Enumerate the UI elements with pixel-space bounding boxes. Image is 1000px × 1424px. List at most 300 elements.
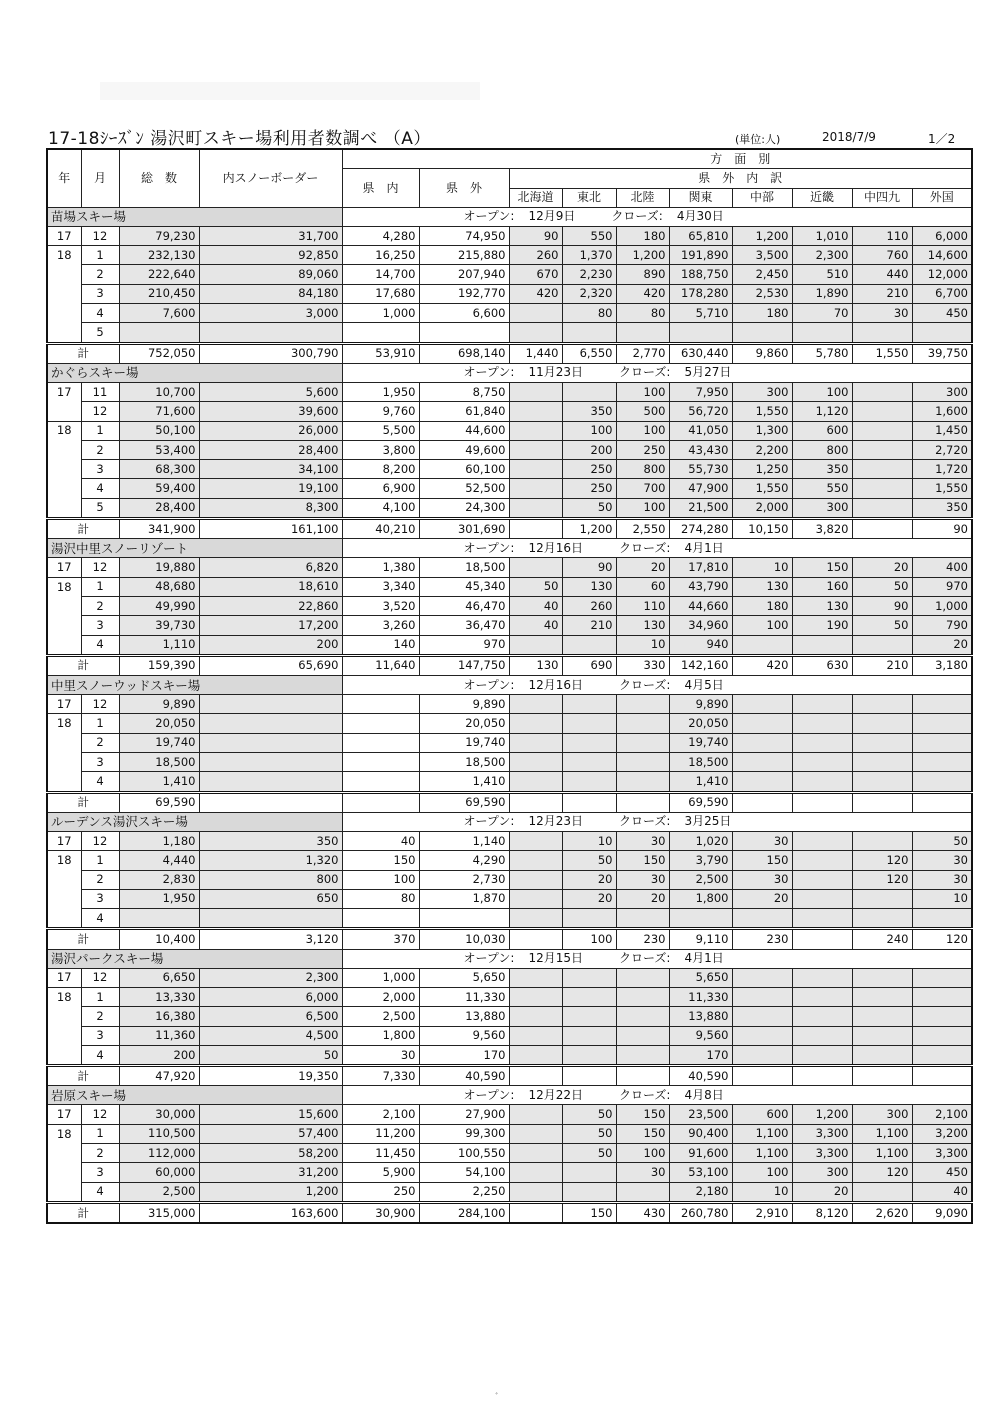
value-cell: 2,200 xyxy=(732,440,792,459)
month-cell: 1 xyxy=(81,851,119,870)
value-cell: 50 xyxy=(562,1105,616,1124)
value-cell: 40 xyxy=(509,616,562,635)
value-cell: 1,200 xyxy=(616,246,669,265)
total-row xyxy=(47,929,972,949)
value-cell xyxy=(616,1182,669,1202)
value-cell xyxy=(669,909,732,929)
value-cell: 53,100 xyxy=(669,1163,732,1182)
col-year: 年 xyxy=(47,149,81,207)
month-cell: 2 xyxy=(81,596,119,615)
total-value-cell: 147,750 xyxy=(419,655,509,675)
total-value-cell: 130 xyxy=(509,655,562,675)
total-value-cell: 159,390 xyxy=(119,655,199,675)
value-cell xyxy=(562,753,616,772)
close-date: 4月1日 xyxy=(684,951,724,966)
year-cell xyxy=(47,1182,81,1202)
value-cell: 1,950 xyxy=(119,889,199,908)
value-cell: 450 xyxy=(912,304,972,323)
table-row xyxy=(47,772,972,792)
value-cell: 260 xyxy=(562,596,616,615)
value-cell: 10 xyxy=(562,831,616,850)
table-row xyxy=(47,382,972,401)
value-cell: 110,500 xyxy=(119,1124,199,1143)
value-cell xyxy=(852,635,912,655)
value-cell xyxy=(732,909,792,929)
value-cell xyxy=(732,1026,792,1045)
value-cell xyxy=(792,1007,852,1026)
table-row xyxy=(47,987,972,1006)
table-row xyxy=(47,498,972,518)
value-cell: 41,050 xyxy=(669,421,732,440)
value-cell xyxy=(342,772,419,792)
value-cell: 120 xyxy=(852,1163,912,1182)
total-value-cell xyxy=(509,929,562,949)
value-cell xyxy=(199,323,342,343)
value-cell: 1,020 xyxy=(669,831,732,850)
value-cell: 1,870 xyxy=(419,889,509,908)
value-cell: 150 xyxy=(342,851,419,870)
value-cell: 92,850 xyxy=(199,246,342,265)
total-value-cell xyxy=(852,792,912,812)
value-cell: 23,500 xyxy=(669,1105,732,1124)
value-cell: 970 xyxy=(912,577,972,596)
value-cell: 45,340 xyxy=(419,577,509,596)
year-cell: 18 xyxy=(47,577,81,596)
col-region: 中部 xyxy=(732,188,792,207)
value-cell: 1,300 xyxy=(732,421,792,440)
value-cell xyxy=(852,889,912,908)
value-cell: 60,000 xyxy=(119,1163,199,1182)
month-cell: 4 xyxy=(81,479,119,498)
value-cell: 34,960 xyxy=(669,616,732,635)
value-cell: 6,820 xyxy=(199,558,342,577)
value-cell xyxy=(199,695,342,714)
year-cell: 17 xyxy=(47,695,81,714)
year-cell xyxy=(47,870,81,889)
resort-section-header xyxy=(47,539,972,558)
total-value-cell: 420 xyxy=(732,655,792,675)
value-cell: 26,000 xyxy=(199,421,342,440)
value-cell xyxy=(342,909,419,929)
value-cell: 3,300 xyxy=(912,1144,972,1163)
value-cell xyxy=(616,1026,669,1045)
year-cell: 18 xyxy=(47,987,81,1006)
value-cell: 5,710 xyxy=(669,304,732,323)
value-cell: 350 xyxy=(562,402,616,421)
col-region: 北海道 xyxy=(509,188,562,207)
value-cell: 790 xyxy=(912,616,972,635)
value-cell: 49,990 xyxy=(119,596,199,615)
year-cell xyxy=(47,889,81,908)
month-cell: 5 xyxy=(81,323,119,343)
value-cell: 100 xyxy=(616,382,669,401)
value-cell: 800 xyxy=(616,460,669,479)
total-value-cell: 630,440 xyxy=(669,343,732,363)
value-cell xyxy=(509,733,562,752)
total-value-cell xyxy=(616,1066,669,1086)
value-cell: 20,050 xyxy=(119,714,199,733)
value-cell: 2,300 xyxy=(199,968,342,987)
resort-name: かぐらスキー場 xyxy=(47,363,342,382)
value-cell: 43,790 xyxy=(669,577,732,596)
value-cell: 1,200 xyxy=(199,1182,342,1202)
value-cell xyxy=(509,909,562,929)
total-label: 計 xyxy=(47,519,119,539)
month-cell: 4 xyxy=(81,1182,119,1202)
total-value-cell: 7,330 xyxy=(342,1066,419,1086)
value-cell: 19,740 xyxy=(119,733,199,752)
value-cell xyxy=(509,558,562,577)
value-cell: 3,200 xyxy=(912,1124,972,1143)
month-cell: 12 xyxy=(81,831,119,850)
value-cell: 50 xyxy=(562,498,616,518)
value-cell xyxy=(792,831,852,850)
value-cell: 940 xyxy=(669,635,732,655)
value-cell: 13,330 xyxy=(119,987,199,1006)
col-snowboarder: 内スノーボーダー xyxy=(199,149,342,207)
value-cell: 8,300 xyxy=(199,498,342,518)
total-value-cell: 2,620 xyxy=(852,1202,912,1223)
value-cell: 215,880 xyxy=(419,246,509,265)
year-cell xyxy=(47,284,81,303)
resort-season-dates xyxy=(342,676,972,695)
value-cell xyxy=(852,909,912,929)
total-value-cell xyxy=(509,1202,562,1223)
total-value-cell: 2,550 xyxy=(616,519,669,539)
month-cell: 12 xyxy=(81,402,119,421)
value-cell xyxy=(562,733,616,752)
table-row xyxy=(47,577,972,596)
close-label: クローズ: xyxy=(619,951,671,966)
value-cell: 450 xyxy=(912,1163,972,1182)
value-cell: 170 xyxy=(419,1045,509,1065)
value-cell: 300 xyxy=(792,1163,852,1182)
month-cell: 11 xyxy=(81,382,119,401)
table-row xyxy=(47,421,972,440)
value-cell: 40 xyxy=(912,1182,972,1202)
value-cell xyxy=(562,1026,616,1045)
close-date: 4月8日 xyxy=(684,1087,724,1102)
value-cell: 400 xyxy=(912,558,972,577)
value-cell: 90 xyxy=(562,558,616,577)
value-cell xyxy=(509,968,562,987)
total-value-cell: 69,590 xyxy=(669,792,732,812)
value-cell: 8,750 xyxy=(419,382,509,401)
month-cell: 12 xyxy=(81,558,119,577)
total-value-cell: 53,910 xyxy=(342,343,419,363)
open-date: 12月22日 xyxy=(528,1087,584,1102)
total-value-cell: 370 xyxy=(342,929,419,949)
month-cell: 4 xyxy=(81,635,119,655)
value-cell: 20,050 xyxy=(419,714,509,733)
table-row xyxy=(47,1182,972,1202)
resort-section-header xyxy=(47,207,972,226)
value-cell: 61,840 xyxy=(419,402,509,421)
year-cell: 18 xyxy=(47,246,81,265)
col-month: 月 xyxy=(81,149,119,207)
value-cell xyxy=(616,695,669,714)
year-cell: 17 xyxy=(47,831,81,850)
value-cell: 18,500 xyxy=(419,753,509,772)
year-cell xyxy=(47,1007,81,1026)
value-cell: 200 xyxy=(119,1045,199,1065)
value-cell xyxy=(852,1045,912,1065)
value-cell: 4,500 xyxy=(199,1026,342,1045)
value-cell: 3,500 xyxy=(732,246,792,265)
value-cell: 1,550 xyxy=(732,479,792,498)
total-value-cell: 47,920 xyxy=(119,1066,199,1086)
value-cell xyxy=(616,714,669,733)
open-label: オープン: xyxy=(463,1087,515,1102)
value-cell: 10 xyxy=(616,635,669,655)
value-cell: 2,100 xyxy=(912,1105,972,1124)
value-cell xyxy=(852,440,912,459)
value-cell: 60 xyxy=(616,577,669,596)
year-cell xyxy=(47,402,81,421)
value-cell xyxy=(562,1163,616,1182)
open-date: 12月16日 xyxy=(528,540,584,555)
total-value-cell: 3,180 xyxy=(912,655,972,675)
month-cell: 1 xyxy=(81,987,119,1006)
value-cell xyxy=(912,772,972,792)
value-cell: 5,650 xyxy=(419,968,509,987)
value-cell: 260 xyxy=(509,246,562,265)
report-date: 2018/7/9 xyxy=(822,130,876,144)
value-cell: 39,600 xyxy=(199,402,342,421)
total-value-cell: 330 xyxy=(616,655,669,675)
total-value-cell: 100 xyxy=(562,929,616,949)
value-cell: 7,950 xyxy=(669,382,732,401)
close-date: 4月5日 xyxy=(684,677,724,692)
value-cell: 44,600 xyxy=(419,421,509,440)
table-row xyxy=(47,695,972,714)
value-cell: 100 xyxy=(616,1144,669,1163)
value-cell: 19,880 xyxy=(119,558,199,577)
close-label: クローズ: xyxy=(619,540,671,555)
value-cell xyxy=(852,382,912,401)
value-cell: 21,500 xyxy=(669,498,732,518)
value-cell xyxy=(562,695,616,714)
value-cell xyxy=(792,851,852,870)
value-cell xyxy=(509,1124,562,1143)
value-cell: 10 xyxy=(732,1182,792,1202)
value-cell xyxy=(732,635,792,655)
value-cell: 15,600 xyxy=(199,1105,342,1124)
value-cell xyxy=(509,479,562,498)
value-cell: 8,200 xyxy=(342,460,419,479)
total-value-cell: 260,780 xyxy=(669,1202,732,1223)
value-cell: 700 xyxy=(616,479,669,498)
value-cell xyxy=(732,733,792,752)
col-region: 北陸 xyxy=(616,188,669,207)
value-cell xyxy=(912,323,972,343)
year-cell xyxy=(47,1144,81,1163)
open-date: 12月9日 xyxy=(528,209,576,224)
value-cell xyxy=(509,714,562,733)
value-cell: 100 xyxy=(616,498,669,518)
value-cell xyxy=(852,1026,912,1045)
value-cell: 191,890 xyxy=(669,246,732,265)
value-cell: 20 xyxy=(616,889,669,908)
total-value-cell xyxy=(616,792,669,812)
value-cell: 2,100 xyxy=(342,1105,419,1124)
total-value-cell: 10,150 xyxy=(732,519,792,539)
value-cell: 30 xyxy=(732,831,792,850)
resort-season-dates xyxy=(342,363,972,382)
value-cell: 650 xyxy=(199,889,342,908)
value-cell: 180 xyxy=(616,226,669,245)
value-cell: 90 xyxy=(852,596,912,615)
value-cell: 440 xyxy=(852,265,912,284)
month-cell: 3 xyxy=(81,889,119,908)
col-region: 近畿 xyxy=(792,188,852,207)
total-value-cell: 2,910 xyxy=(732,1202,792,1223)
value-cell xyxy=(342,753,419,772)
table-row xyxy=(47,596,972,615)
value-cell xyxy=(562,1007,616,1026)
value-cell: 3,520 xyxy=(342,596,419,615)
table-row xyxy=(47,635,972,655)
value-cell: 6,000 xyxy=(912,226,972,245)
value-cell xyxy=(852,714,912,733)
value-cell: 100,550 xyxy=(419,1144,509,1163)
page-title: 17-18ｼｰｽﾞﾝ 湯沢町スキー場利用者数調べ （A） xyxy=(48,129,431,149)
resort-section-header xyxy=(47,812,972,831)
value-cell: 44,660 xyxy=(669,596,732,615)
col-region: 関東 xyxy=(669,188,732,207)
total-value-cell: 230 xyxy=(732,929,792,949)
total-value-cell: 9,090 xyxy=(912,1202,972,1223)
value-cell: 222,640 xyxy=(119,265,199,284)
value-cell xyxy=(912,987,972,1006)
value-cell: 34,100 xyxy=(199,460,342,479)
total-value-cell xyxy=(732,1066,792,1086)
total-label: 計 xyxy=(47,1066,119,1086)
value-cell: 2,500 xyxy=(342,1007,419,1026)
table-row xyxy=(47,831,972,850)
value-cell xyxy=(562,909,616,929)
table-row xyxy=(47,714,972,733)
table-row xyxy=(47,1105,972,1124)
table-row xyxy=(47,851,972,870)
close-label: クローズ: xyxy=(619,677,671,692)
total-value-cell xyxy=(562,1066,616,1086)
value-cell: 30 xyxy=(342,1045,419,1065)
value-cell xyxy=(792,889,852,908)
total-row xyxy=(47,1202,972,1223)
total-value-cell: 142,160 xyxy=(669,655,732,675)
month-cell: 5 xyxy=(81,498,119,518)
value-cell: 17,200 xyxy=(199,616,342,635)
value-cell: 550 xyxy=(562,226,616,245)
total-value-cell xyxy=(792,929,852,949)
value-cell xyxy=(509,304,562,323)
total-value-cell: 90 xyxy=(912,519,972,539)
value-cell: 1,250 xyxy=(732,460,792,479)
month-cell: 2 xyxy=(81,870,119,889)
value-cell: 6,900 xyxy=(342,479,419,498)
value-cell: 420 xyxy=(616,284,669,303)
value-cell xyxy=(852,733,912,752)
month-cell: 2 xyxy=(81,1007,119,1026)
table-row xyxy=(47,440,972,459)
total-value-cell: 3,120 xyxy=(199,929,342,949)
resort-name: 岩原スキー場 xyxy=(47,1086,342,1105)
value-cell xyxy=(912,1045,972,1065)
value-cell: 20 xyxy=(732,889,792,908)
total-value-cell xyxy=(342,792,419,812)
close-date: 5月27日 xyxy=(684,365,732,380)
total-value-cell: 30,900 xyxy=(342,1202,419,1223)
value-cell xyxy=(509,1045,562,1065)
value-cell: 6,600 xyxy=(419,304,509,323)
value-cell: 2,530 xyxy=(732,284,792,303)
ski-resort-usage-table xyxy=(46,148,973,1224)
total-label: 計 xyxy=(47,792,119,812)
total-value-cell: 5,780 xyxy=(792,343,852,363)
value-cell xyxy=(616,909,669,929)
value-cell: 200 xyxy=(562,440,616,459)
total-value-cell: 163,600 xyxy=(199,1202,342,1223)
value-cell: 28,400 xyxy=(199,440,342,459)
value-cell xyxy=(509,889,562,908)
total-value-cell: 19,350 xyxy=(199,1066,342,1086)
value-cell: 11,330 xyxy=(419,987,509,1006)
total-value-cell: 2,770 xyxy=(616,343,669,363)
value-cell xyxy=(509,1105,562,1124)
year-cell: 17 xyxy=(47,968,81,987)
value-cell: 2,500 xyxy=(669,870,732,889)
value-cell: 12,000 xyxy=(912,265,972,284)
value-cell xyxy=(342,323,419,343)
value-cell: 46,470 xyxy=(419,596,509,615)
table-row xyxy=(47,870,972,889)
value-cell xyxy=(342,695,419,714)
total-value-cell: 69,590 xyxy=(119,792,199,812)
total-value-cell: 315,000 xyxy=(119,1202,199,1223)
month-cell: 3 xyxy=(81,460,119,479)
value-cell xyxy=(792,870,852,889)
table-row xyxy=(47,226,972,245)
value-cell: 50 xyxy=(562,851,616,870)
value-cell: 2,450 xyxy=(732,265,792,284)
value-cell xyxy=(509,1182,562,1202)
total-value-cell: 10,030 xyxy=(419,929,509,949)
value-cell xyxy=(792,1045,852,1065)
value-cell: 1,100 xyxy=(732,1124,792,1143)
close-label: クローズ: xyxy=(619,1087,671,1102)
table-row xyxy=(47,1045,972,1065)
value-cell xyxy=(852,460,912,479)
value-cell: 80 xyxy=(562,304,616,323)
value-cell xyxy=(912,695,972,714)
value-cell xyxy=(509,323,562,343)
resort-name: 苗場スキー場 xyxy=(47,207,342,226)
value-cell: 90 xyxy=(509,226,562,245)
year-cell xyxy=(47,772,81,792)
value-cell: 9,560 xyxy=(669,1026,732,1045)
value-cell: 89,060 xyxy=(199,265,342,284)
value-cell: 207,940 xyxy=(419,265,509,284)
year-cell xyxy=(47,323,81,343)
value-cell xyxy=(792,772,852,792)
total-value-cell: 341,900 xyxy=(119,519,199,539)
total-value-cell: 69,590 xyxy=(419,792,509,812)
value-cell: 18,610 xyxy=(199,577,342,596)
total-label: 計 xyxy=(47,655,119,675)
value-cell xyxy=(509,421,562,440)
value-cell xyxy=(912,714,972,733)
